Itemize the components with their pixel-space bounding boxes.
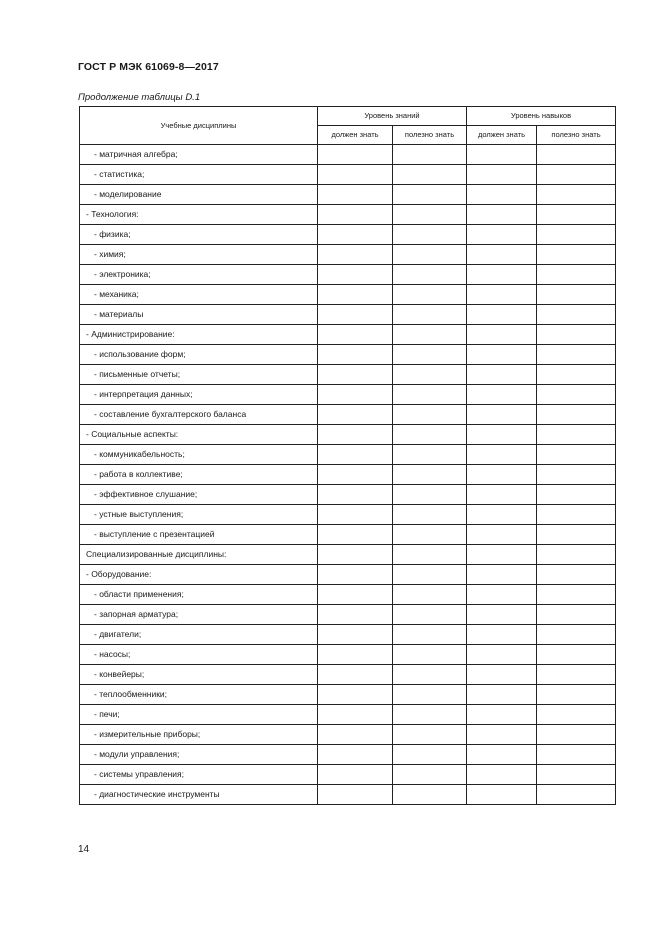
cell-knowledge-must xyxy=(318,405,393,425)
cell-knowledge-must xyxy=(318,585,393,605)
table-row xyxy=(80,345,616,365)
cell-knowledge-useful xyxy=(393,665,467,685)
cell-skills-must xyxy=(467,725,537,745)
header-must-know-knowledge: должен знать xyxy=(318,126,393,145)
cell-skills-must xyxy=(467,785,537,805)
cell-skills-must xyxy=(467,745,537,765)
cell-skills-must xyxy=(467,605,537,625)
cell-knowledge-must xyxy=(318,745,393,765)
cell-skills-must xyxy=(467,265,537,285)
discipline-label: - устные выступления; xyxy=(80,505,318,525)
discipline-label: - Администрирование: xyxy=(80,325,318,345)
cell-skills-useful xyxy=(537,325,616,345)
cell-skills-useful xyxy=(537,145,616,165)
cell-skills-must xyxy=(467,705,537,725)
cell-knowledge-useful xyxy=(393,545,467,565)
cell-skills-must xyxy=(467,465,537,485)
cell-skills-useful xyxy=(537,545,616,565)
cell-skills-useful xyxy=(537,725,616,745)
cell-knowledge-must xyxy=(318,765,393,785)
cell-knowledge-useful xyxy=(393,685,467,705)
cell-knowledge-useful xyxy=(393,605,467,625)
cell-skills-must xyxy=(467,345,537,365)
cell-skills-must xyxy=(467,285,537,305)
cell-skills-must xyxy=(467,245,537,265)
cell-knowledge-useful xyxy=(393,365,467,385)
cell-knowledge-must xyxy=(318,265,393,285)
cell-skills-must xyxy=(467,365,537,385)
cell-knowledge-useful xyxy=(393,705,467,725)
cell-knowledge-must xyxy=(318,525,393,545)
cell-knowledge-useful xyxy=(393,725,467,745)
table-row xyxy=(80,245,616,265)
cell-knowledge-must xyxy=(318,445,393,465)
table-row xyxy=(80,685,616,705)
table-row xyxy=(80,145,616,165)
discipline-label: - механика; xyxy=(80,285,318,305)
table-row xyxy=(80,165,616,185)
cell-skills-useful xyxy=(537,445,616,465)
cell-skills-must xyxy=(467,505,537,525)
table-row xyxy=(80,745,616,765)
cell-knowledge-useful xyxy=(393,465,467,485)
discipline-label: - двигатели; xyxy=(80,625,318,645)
cell-knowledge-must xyxy=(318,425,393,445)
table-row xyxy=(80,705,616,725)
cell-skills-must xyxy=(467,205,537,225)
cell-skills-must xyxy=(467,165,537,185)
cell-knowledge-must xyxy=(318,665,393,685)
cell-knowledge-useful xyxy=(393,585,467,605)
table-row xyxy=(80,505,616,525)
header-disciplines: Учебные дисциплины xyxy=(80,107,318,145)
discipline-label: - интерпретация данных; xyxy=(80,385,318,405)
discipline-label: - моделирование xyxy=(80,185,318,205)
cell-skills-must xyxy=(467,585,537,605)
cell-knowledge-useful xyxy=(393,525,467,545)
cell-knowledge-useful xyxy=(393,265,467,285)
table-row xyxy=(80,365,616,385)
cell-knowledge-useful xyxy=(393,185,467,205)
table-row xyxy=(80,425,616,445)
header-skill-level: Уровень навыков xyxy=(467,107,616,126)
cell-skills-must xyxy=(467,405,537,425)
cell-knowledge-must xyxy=(318,485,393,505)
discipline-label: - материалы xyxy=(80,305,318,325)
cell-skills-useful xyxy=(537,245,616,265)
cell-knowledge-must xyxy=(318,605,393,625)
cell-skills-useful xyxy=(537,645,616,665)
discipline-label: - физика; xyxy=(80,225,318,245)
cell-knowledge-useful xyxy=(393,405,467,425)
cell-skills-useful xyxy=(537,585,616,605)
table-row xyxy=(80,565,616,585)
cell-skills-useful xyxy=(537,485,616,505)
cell-skills-useful xyxy=(537,605,616,625)
cell-skills-must xyxy=(467,485,537,505)
cell-skills-useful xyxy=(537,425,616,445)
cell-knowledge-must xyxy=(318,785,393,805)
table-row xyxy=(80,585,616,605)
cell-knowledge-useful xyxy=(393,765,467,785)
cell-knowledge-useful xyxy=(393,445,467,465)
cell-skills-useful xyxy=(537,565,616,585)
discipline-label: - эффективное слушание; xyxy=(80,485,318,505)
discipline-label: - теплообменники; xyxy=(80,685,318,705)
discipline-label: - диагностические инструменты xyxy=(80,785,318,805)
cell-knowledge-useful xyxy=(393,505,467,525)
discipline-label: - химия; xyxy=(80,245,318,265)
cell-skills-must xyxy=(467,665,537,685)
table-row xyxy=(80,305,616,325)
cell-skills-useful xyxy=(537,785,616,805)
discipline-label: - модули управления; xyxy=(80,745,318,765)
cell-knowledge-useful xyxy=(393,745,467,765)
table-row xyxy=(80,385,616,405)
cell-knowledge-useful xyxy=(393,325,467,345)
cell-skills-must xyxy=(467,325,537,345)
discipline-label: - запорная арматура; xyxy=(80,605,318,625)
cell-knowledge-must xyxy=(318,365,393,385)
disciplines-table xyxy=(79,106,616,805)
cell-skills-must xyxy=(467,145,537,165)
cell-skills-must xyxy=(467,305,537,325)
cell-knowledge-useful xyxy=(393,385,467,405)
cell-knowledge-must xyxy=(318,345,393,365)
discipline-label: - системы управления; xyxy=(80,765,318,785)
cell-skills-must xyxy=(467,685,537,705)
cell-knowledge-useful xyxy=(393,145,467,165)
discipline-label: - конвейеры; xyxy=(80,665,318,685)
cell-skills-useful xyxy=(537,505,616,525)
cell-skills-useful xyxy=(537,625,616,645)
header-useful-knowledge: полезно знать xyxy=(393,126,467,145)
cell-knowledge-useful xyxy=(393,225,467,245)
cell-skills-must xyxy=(467,565,537,585)
cell-skills-must xyxy=(467,645,537,665)
discipline-label: - насосы; xyxy=(80,645,318,665)
cell-skills-useful xyxy=(537,745,616,765)
cell-knowledge-must xyxy=(318,385,393,405)
cell-knowledge-must xyxy=(318,145,393,165)
cell-skills-useful xyxy=(537,385,616,405)
cell-skills-must xyxy=(467,425,537,445)
cell-skills-useful xyxy=(537,305,616,325)
cell-knowledge-must xyxy=(318,325,393,345)
cell-knowledge-must xyxy=(318,205,393,225)
cell-skills-useful xyxy=(537,465,616,485)
cell-knowledge-must xyxy=(318,545,393,565)
table-row xyxy=(80,625,616,645)
cell-skills-must xyxy=(467,765,537,785)
table-row xyxy=(80,225,616,245)
cell-skills-useful xyxy=(537,765,616,785)
header-useful-skills: полезно знать xyxy=(537,126,616,145)
table-row xyxy=(80,285,616,305)
cell-knowledge-must xyxy=(318,705,393,725)
cell-knowledge-useful xyxy=(393,285,467,305)
discipline-label: - электроника; xyxy=(80,265,318,285)
discipline-label: Специализированные дисциплины: xyxy=(80,545,318,565)
cell-knowledge-must xyxy=(318,685,393,705)
cell-skills-useful xyxy=(537,365,616,385)
cell-skills-useful xyxy=(537,665,616,685)
table-row xyxy=(80,185,616,205)
cell-knowledge-must xyxy=(318,165,393,185)
discipline-label: - выступление с презентацией xyxy=(80,525,318,545)
cell-knowledge-useful xyxy=(393,425,467,445)
discipline-label: - измерительные приборы; xyxy=(80,725,318,745)
discipline-label: - статистика; xyxy=(80,165,318,185)
table-row xyxy=(80,405,616,425)
discipline-label: - коммуникабельность; xyxy=(80,445,318,465)
discipline-label: - Социальные аспекты: xyxy=(80,425,318,445)
cell-knowledge-must xyxy=(318,245,393,265)
cell-skills-must xyxy=(467,625,537,645)
table-row xyxy=(80,645,616,665)
table-row xyxy=(80,725,616,745)
table-row xyxy=(80,765,616,785)
discipline-label: - использование форм; xyxy=(80,345,318,365)
cell-knowledge-must xyxy=(318,505,393,525)
discipline-label: - печи; xyxy=(80,705,318,725)
table-row xyxy=(80,265,616,285)
table-row xyxy=(80,205,616,225)
discipline-label: - Технология: xyxy=(80,205,318,225)
cell-knowledge-must xyxy=(318,645,393,665)
cell-skills-useful xyxy=(537,405,616,425)
cell-knowledge-must xyxy=(318,565,393,585)
cell-knowledge-must xyxy=(318,305,393,325)
cell-skills-useful xyxy=(537,185,616,205)
cell-skills-must xyxy=(467,545,537,565)
header-knowledge-level: Уровень знаний xyxy=(318,107,467,126)
cell-knowledge-useful xyxy=(393,625,467,645)
discipline-label: - Оборудование: xyxy=(80,565,318,585)
table-row xyxy=(80,465,616,485)
cell-skills-must xyxy=(467,525,537,545)
header-must-know-skills: должен знать xyxy=(467,126,537,145)
cell-knowledge-must xyxy=(318,285,393,305)
table-row xyxy=(80,325,616,345)
cell-skills-useful xyxy=(537,525,616,545)
cell-skills-must xyxy=(467,225,537,245)
table-caption: Продолжение таблицы D.1 xyxy=(78,92,201,103)
document-id: ГОСТ Р МЭК 61069-8—2017 xyxy=(78,61,219,73)
cell-skills-useful xyxy=(537,225,616,245)
cell-knowledge-useful xyxy=(393,485,467,505)
cell-knowledge-must xyxy=(318,185,393,205)
cell-knowledge-must xyxy=(318,225,393,245)
cell-skills-useful xyxy=(537,205,616,225)
cell-knowledge-useful xyxy=(393,565,467,585)
table-row xyxy=(80,525,616,545)
discipline-label: - области применения; xyxy=(80,585,318,605)
table-row xyxy=(80,485,616,505)
discipline-label: - матричная алгебра; xyxy=(80,145,318,165)
cell-knowledge-useful xyxy=(393,645,467,665)
cell-knowledge-must xyxy=(318,465,393,485)
cell-skills-must xyxy=(467,445,537,465)
cell-skills-useful xyxy=(537,265,616,285)
cell-knowledge-useful xyxy=(393,345,467,365)
cell-knowledge-useful xyxy=(393,245,467,265)
cell-skills-must xyxy=(467,385,537,405)
table-row xyxy=(80,785,616,805)
table-body xyxy=(80,145,616,805)
cell-skills-useful xyxy=(537,345,616,365)
discipline-label: - работа в коллективе; xyxy=(80,465,318,485)
cell-skills-must xyxy=(467,185,537,205)
cell-knowledge-useful xyxy=(393,205,467,225)
table-row xyxy=(80,545,616,565)
discipline-label: - письменные отчеты; xyxy=(80,365,318,385)
cell-knowledge-useful xyxy=(393,785,467,805)
cell-knowledge-useful xyxy=(393,165,467,185)
cell-skills-useful xyxy=(537,685,616,705)
cell-skills-useful xyxy=(537,165,616,185)
table-row xyxy=(80,605,616,625)
cell-knowledge-must xyxy=(318,625,393,645)
cell-knowledge-useful xyxy=(393,305,467,325)
cell-knowledge-must xyxy=(318,725,393,745)
page-number: 14 xyxy=(78,844,90,855)
discipline-label: - составление бухгалтерского баланса xyxy=(80,405,318,425)
table-row xyxy=(80,665,616,685)
cell-skills-useful xyxy=(537,705,616,725)
cell-skills-useful xyxy=(537,285,616,305)
table-row xyxy=(80,445,616,465)
